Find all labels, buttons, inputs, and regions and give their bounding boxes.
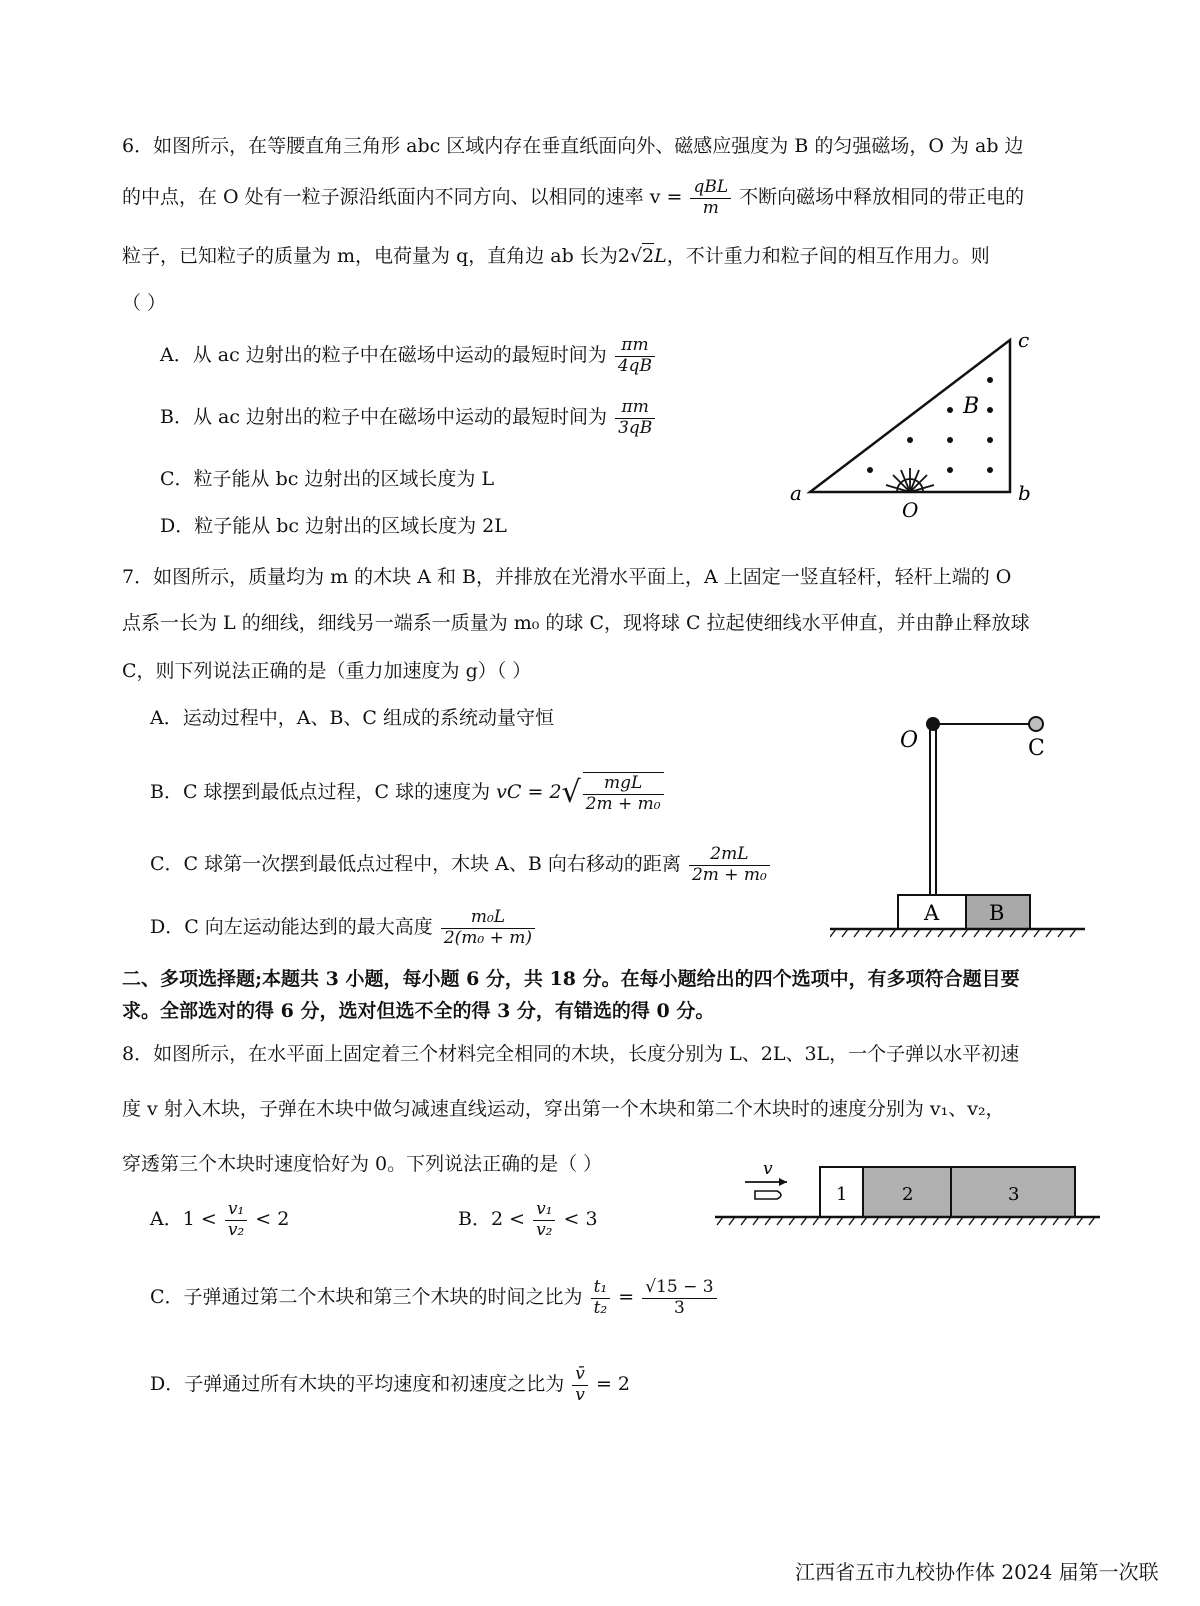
q6-line2a: 的中点，在 O 处有一粒子源沿纸面内不同方向、以相同的速率 v = [122, 186, 683, 209]
q7-option-c [150, 845, 772, 885]
q7-option-a: A．运动过程中，A、B、C 组成的系统动量守恒 [150, 707, 554, 729]
vertex-c-label: c [1018, 328, 1030, 352]
arrow-head-icon [779, 1178, 787, 1186]
field-dot [987, 437, 993, 443]
q8-option-d-den: v [575, 1384, 585, 1405]
q6-option-b-den: 3qB [618, 417, 653, 438]
q8-option-b-den: v₂ [536, 1219, 553, 1240]
q7-option-b-fraction [583, 772, 664, 814]
q7-option-c-text: C．C 球第一次摆到最低点过程中，木块 A、B 向右移动的距离 [150, 853, 681, 876]
field-dot [987, 407, 993, 413]
q6-option-b-num: πm [615, 398, 655, 419]
q8-option-a-num: v₁ [225, 1200, 247, 1221]
q8-option-c [150, 1278, 719, 1318]
q8-option-a-den: v₂ [227, 1219, 245, 1240]
q8-option-d-post: = 2 [595, 1373, 631, 1396]
field-dot [947, 467, 953, 473]
q6-ab-length: 2√2L [617, 245, 667, 267]
q6-option-a [160, 336, 657, 376]
q6-option-d: D．粒子能从 bc 边射出的区域长度为 2L [160, 515, 507, 537]
particle-source-icon [886, 468, 934, 492]
q8-option-d [150, 1365, 630, 1405]
field-dot [947, 437, 953, 443]
section2-heading-line2: 求。全部选对的得 6 分，选对但选不全的得 3 分，有错选的得 0 分。 [122, 1000, 715, 1022]
q8-option-a-post: < 2 [255, 1208, 290, 1231]
q7-line1: 7．如图所示，质量均为 m 的木块 A 和 B，并排放在光滑水平面上，A 上固定一竖直轻杆，轻杆上端的 O [122, 566, 1012, 588]
q7-option-d-den: 2(m₀ + m) [443, 927, 533, 948]
block-2-label: 2 [902, 1184, 914, 1205]
q8-blocks-figure [715, 1158, 1105, 1238]
q8-option-b-fraction [533, 1200, 555, 1240]
q6-ab-unit: L [654, 245, 667, 267]
q8-option-c-lden: t₂ [593, 1297, 608, 1318]
q7-line2: 点系一长为 L 的细线，细线另一端系一质量为 m₀ 的球 C，现将球 C 拉起使细线水平伸直，并由静止释放球 [122, 612, 1030, 634]
q8-option-a-fraction [225, 1200, 247, 1240]
q8-line2: 度 v 射入木块，子弹在木块中做匀减速直线运动，穿出第一个木块和第二个木块时的速度分别为 v₁、v₂， [122, 1098, 1005, 1120]
q8-option-c-text: C．子弹通过第二个木块和第三个木块的时间之比为 [150, 1286, 583, 1309]
q6-triangle-figure [780, 325, 1060, 535]
q6-speed-den: m [702, 197, 719, 218]
q8-line1: 8．如图所示，在水平面上固定着三个材料完全相同的木块，长度分别为 L、2L、3L，一个子弹以水平初速 [122, 1043, 1020, 1065]
q8-option-c-ratio [591, 1278, 611, 1318]
q8-option-c-num: √15 − 3 [642, 1278, 716, 1299]
q7-option-b-num: mgL [583, 774, 664, 795]
q8-line3: 穿透第三个木块时速度恰好为 0。下列说法正确的是（ ） [122, 1153, 603, 1175]
q6-option-a-text: A．从 ac 边射出的粒子中在磁场中运动的最短时间为 [160, 344, 607, 367]
q6-line3b: ，不计重力和粒子间的相互作用力。则 [666, 245, 990, 267]
velocity-v-label: v [763, 1159, 773, 1179]
field-b-label: B [963, 394, 980, 419]
q7-option-b-lhs: vC = 2 [496, 781, 562, 804]
ball-c-label: C [1028, 736, 1045, 761]
q6-speed-num: qBL [690, 178, 731, 199]
q6-option-c: C．粒子能从 bc 边射出的区域长度为 L [160, 468, 495, 490]
q7-option-d-fraction [441, 908, 535, 948]
q7-option-d-text: D．C 向左运动能达到的最大高度 [150, 916, 433, 939]
field-dot [907, 437, 913, 443]
q6-line1: 6．如图所示，在等腰直角三角形 abc 区域内存在垂直纸面向外、磁感应强度为 B 的匀强磁场，O 为 ab 边 [122, 135, 1024, 157]
q6-speed-fraction [690, 178, 731, 218]
pivot-o-label: O [900, 728, 919, 753]
q8-option-c-eq: = [618, 1286, 635, 1309]
block-a-label: A [924, 901, 940, 925]
q6-option-b-fraction [615, 398, 655, 438]
ball-c-icon [1029, 717, 1043, 731]
q6-line3a: 粒子，已知粒子的质量为 m，电荷量为 q，直角边 ab 长为 [122, 245, 618, 267]
q6-option-a-fraction [615, 336, 655, 376]
q8-option-d-fraction [572, 1365, 588, 1405]
q7-option-d-num: m₀L [441, 908, 535, 929]
vertex-a-label: a [790, 481, 802, 505]
q6-line2 [122, 178, 1024, 218]
q6-option-a-den: 4qB [617, 355, 653, 376]
q8-option-c-fraction [642, 1278, 716, 1318]
q6-option-b-text: B．从 ac 边射出的粒子中在磁场中运动的最短时间为 [160, 406, 608, 429]
field-dot [987, 467, 993, 473]
q7-option-b [150, 772, 666, 814]
q6-option-b [160, 398, 657, 438]
q8-option-b-pre: B．2 < [458, 1208, 526, 1231]
q7-line3: C，则下列说法正确的是（重力加速度为 g）（ ） [122, 660, 532, 682]
q8-option-b-num: v₁ [533, 1200, 555, 1221]
q8-option-b-post: < 3 [563, 1208, 598, 1231]
q6-line3 [122, 245, 990, 268]
block-b-label: B [989, 901, 1005, 925]
q7-option-c-num: 2mL [689, 845, 770, 866]
point-o-label: O [902, 498, 919, 522]
block-1-label: 1 [836, 1184, 848, 1205]
q7-option-b-den: 2m + m₀ [585, 793, 661, 814]
q8-option-c-lnum: t₁ [591, 1278, 611, 1299]
q8-option-a [150, 1200, 289, 1240]
sqrt-sign: √ [561, 775, 581, 811]
q7-option-c-fraction [689, 845, 770, 885]
vertex-b-label: b [1018, 481, 1031, 505]
q7-option-c-den: 2m + m₀ [691, 864, 767, 885]
q8-option-d-num: v̄ [572, 1365, 588, 1386]
bullet-icon [755, 1191, 781, 1199]
field-dot [867, 467, 873, 473]
field-dot [987, 377, 993, 383]
field-dot [947, 407, 953, 413]
q7-option-b-text: B．C 球摆到最低点过程，C 球的速度为 [150, 781, 491, 804]
q6-answer-paren: （ ） [122, 292, 167, 314]
footer-text: 江西省五市九校协作体 2024 届第一次联 [795, 1560, 1159, 1584]
q6-option-a-num: πm [615, 336, 655, 357]
q6-ab-radicand: 2 [642, 245, 655, 267]
q7-option-d [150, 908, 537, 948]
q8-option-d-text: D．子弹通过所有木块的平均速度和初速度之比为 [150, 1373, 565, 1396]
q8-option-c-den: 3 [674, 1297, 685, 1318]
q7-pendulum-figure [830, 705, 1090, 940]
magnetic-field-dots [867, 377, 993, 473]
q6-ab-coef: 2 [617, 245, 630, 267]
q6-line2b: 不断向磁场中释放相同的带正电的 [739, 186, 1025, 209]
q8-option-b [458, 1200, 598, 1240]
block-3-label: 3 [1008, 1184, 1020, 1205]
section2-heading-line1: 二、多项选择题;本题共 3 小题，每小题 6 分，共 18 分。在每小题给出的四个选项中，有多项符合题目要 [122, 968, 1020, 990]
pivot-o-icon [926, 717, 940, 731]
q8-option-a-pre: A．1 < [150, 1208, 217, 1231]
